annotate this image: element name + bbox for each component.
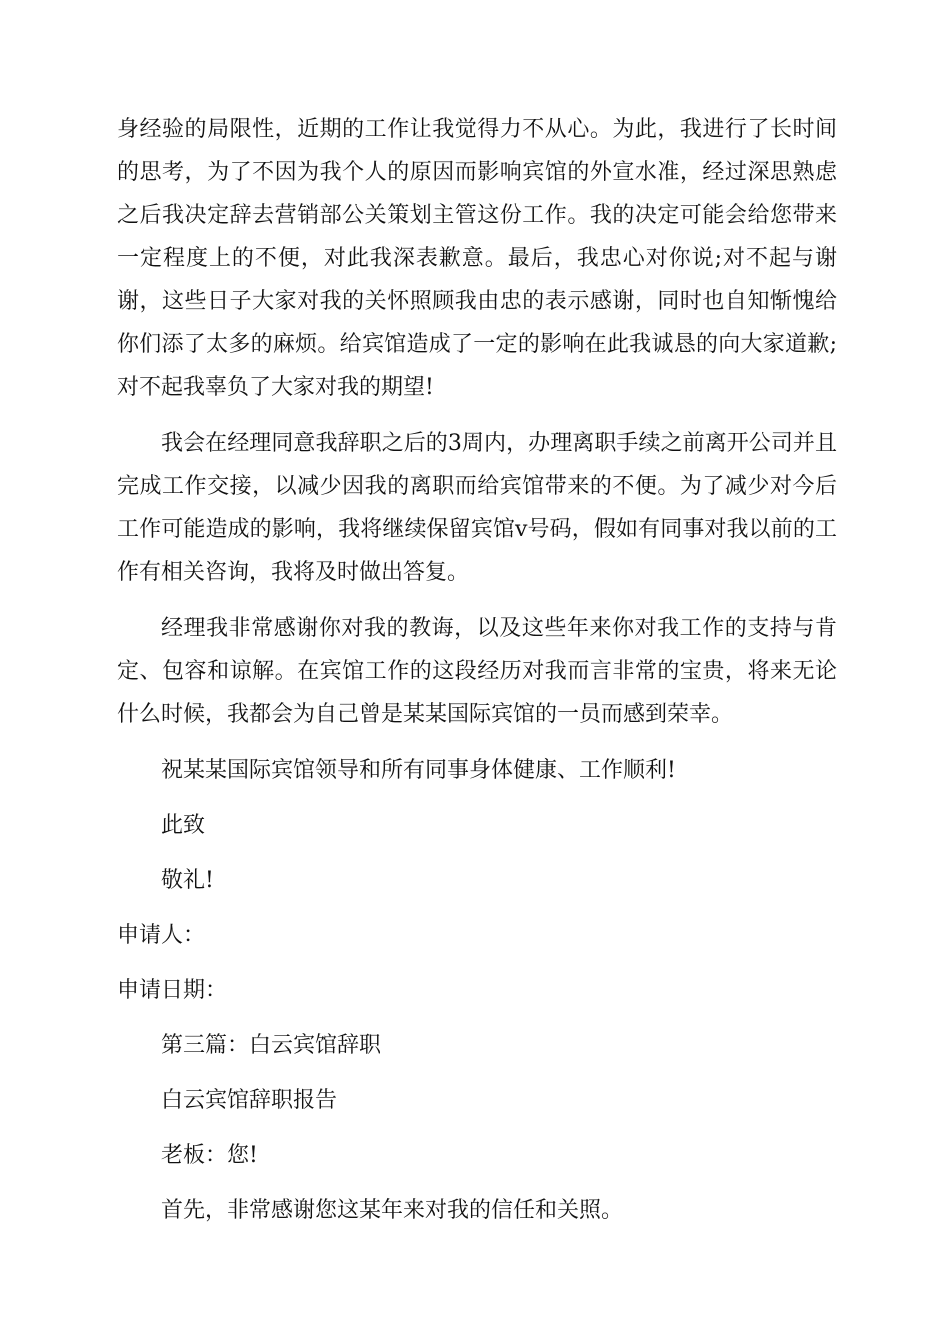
document-content — [117, 108, 837, 1244]
body-paragraph-thanks: 经理我非常感谢你对我的教诲，以及这些年来你对我工作的支持与肯定、包容和谅解。在宾馆工作的这段经历对我而言非常的宝贵，将来无论什么时候，我都会为自己曾是某某国际宾馆的一员而感到荣幸。 — [117, 616, 837, 727]
applicant-label: 申请人： — [117, 923, 206, 948]
report-title: 白云宾馆辞职报告 — [161, 1088, 338, 1113]
closing-line-1: 此致 — [161, 813, 206, 838]
body-paragraph-continuation: 身经验的局限性，近期的工作让我觉得力不从心。为此，我进行了长时间的思考，为了不因为我个人的原因而影响宾馆的外宣水准，经过深思熟虑之后我决定辞去营销部公关策划主管这份工作。我的决定可能会给您带来一定程度上的不便，对此我深表歉意。最后，我忠心对你说;对不起与谢谢，这些日子大家对我的关怀照顾我由忠的表示感谢，同时也自知惭愧给你们添了太多的麻烦。给宾馆造成了一定的影响在此我诚恳的向大家道歉;对不起我辜负了大家对我的期望! — [117, 117, 837, 400]
section-title: 第三篇：白云宾馆辞职 — [161, 1033, 382, 1058]
application-date-label: 申请日期： — [117, 978, 228, 1003]
wish-line: 祝某某国际宾馆领导和所有同事身体健康、工作顺利! — [161, 758, 676, 783]
body-paragraph-handover: 我会在经理同意我辞职之后的3周内，办理离职手续之前离开公司并且完成工作交接，以减少因我的离职而给宾馆带来的不便。为了减少对今后工作可能造成的影响，我将继续保留宾馆v号码，假如有同事对我以前的工作有相关咨询，我将及时做出答复。 — [117, 431, 837, 585]
opening-line: 首先，非常感谢您这某年来对我的信任和关照。 — [161, 1198, 624, 1223]
closing-line-2: 敬礼! — [161, 868, 214, 893]
salutation: 老板：您! — [161, 1143, 258, 1168]
